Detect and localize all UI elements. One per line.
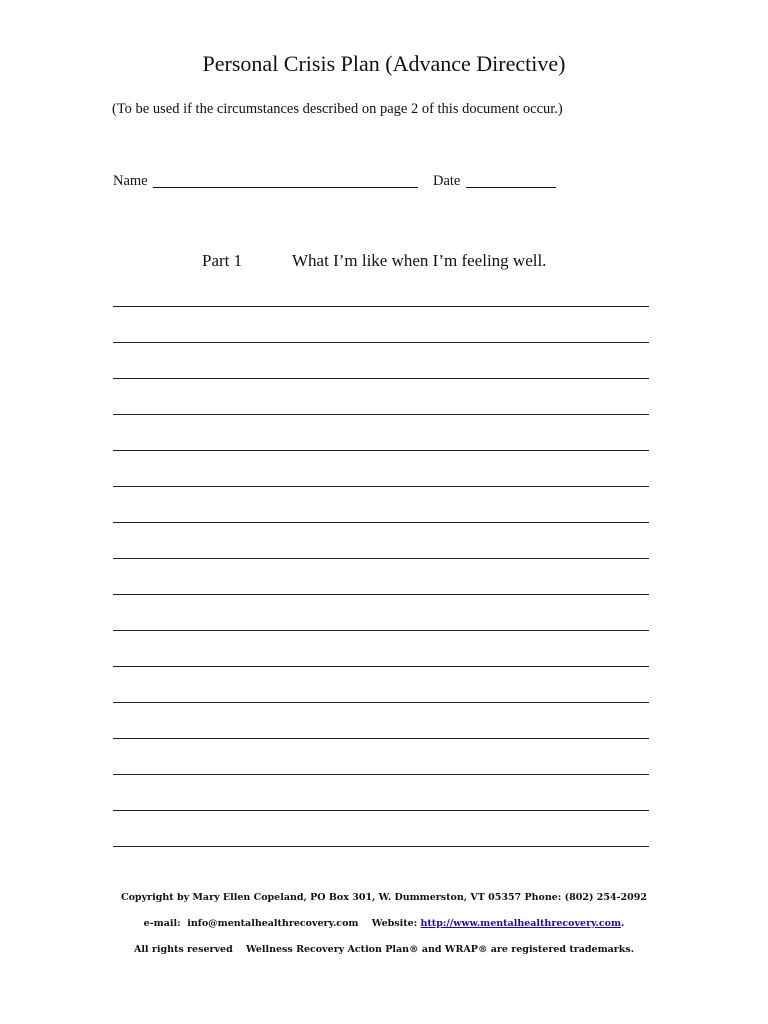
footer-contact [0,917,768,931]
writing-line[interactable] [113,378,649,414]
writing-line[interactable] [113,450,649,486]
website-trailing-period: . [621,918,625,929]
writing-line[interactable] [113,738,649,774]
writing-line[interactable] [113,486,649,522]
website-label: Website: [371,918,418,929]
writing-line[interactable] [113,702,649,738]
writing-line[interactable] [113,774,649,810]
writing-lines [113,306,649,882]
writing-line[interactable] [113,666,649,702]
email-label: e-mail: [143,918,181,929]
name-field-line[interactable] [153,187,418,188]
writing-line[interactable] [113,630,649,666]
writing-line[interactable] [113,594,649,630]
trademarks-notice: Wellness Recovery Action Plan® and WRAP® are registered trademarks. [245,944,635,955]
date-label: Date [433,173,461,189]
date-field-line[interactable] [466,187,556,188]
rights-reserved: All rights reserved [133,944,233,955]
website-link[interactable]: http://www.mentalhealthrecovery.com [420,918,621,929]
writing-line[interactable] [113,414,649,450]
writing-line[interactable] [113,522,649,558]
writing-line[interactable] [113,306,649,342]
email-address: info@mentalhealthrecovery.com [187,918,359,929]
document-title: Personal Crisis Plan (Advance Directive) [202,51,566,76]
name-label: Name [113,173,148,189]
writing-line[interactable] [113,846,649,882]
writing-line[interactable] [113,558,649,594]
footer-copyright: Copyright by Mary Ellen Copeland, PO Box 301, W. Dummerston, VT 05357 Phone: (802) 254-2092 [121,892,647,903]
writing-line[interactable] [113,810,649,846]
part-number: Part 1 [202,251,243,270]
writing-line[interactable] [113,342,649,378]
part-title: What I’m like when I’m feeling well. [292,251,547,270]
footer-trademarks [0,943,768,957]
document-subtitle: (To be used if the circumstances described on page 2 of this document occur.) [112,101,563,117]
